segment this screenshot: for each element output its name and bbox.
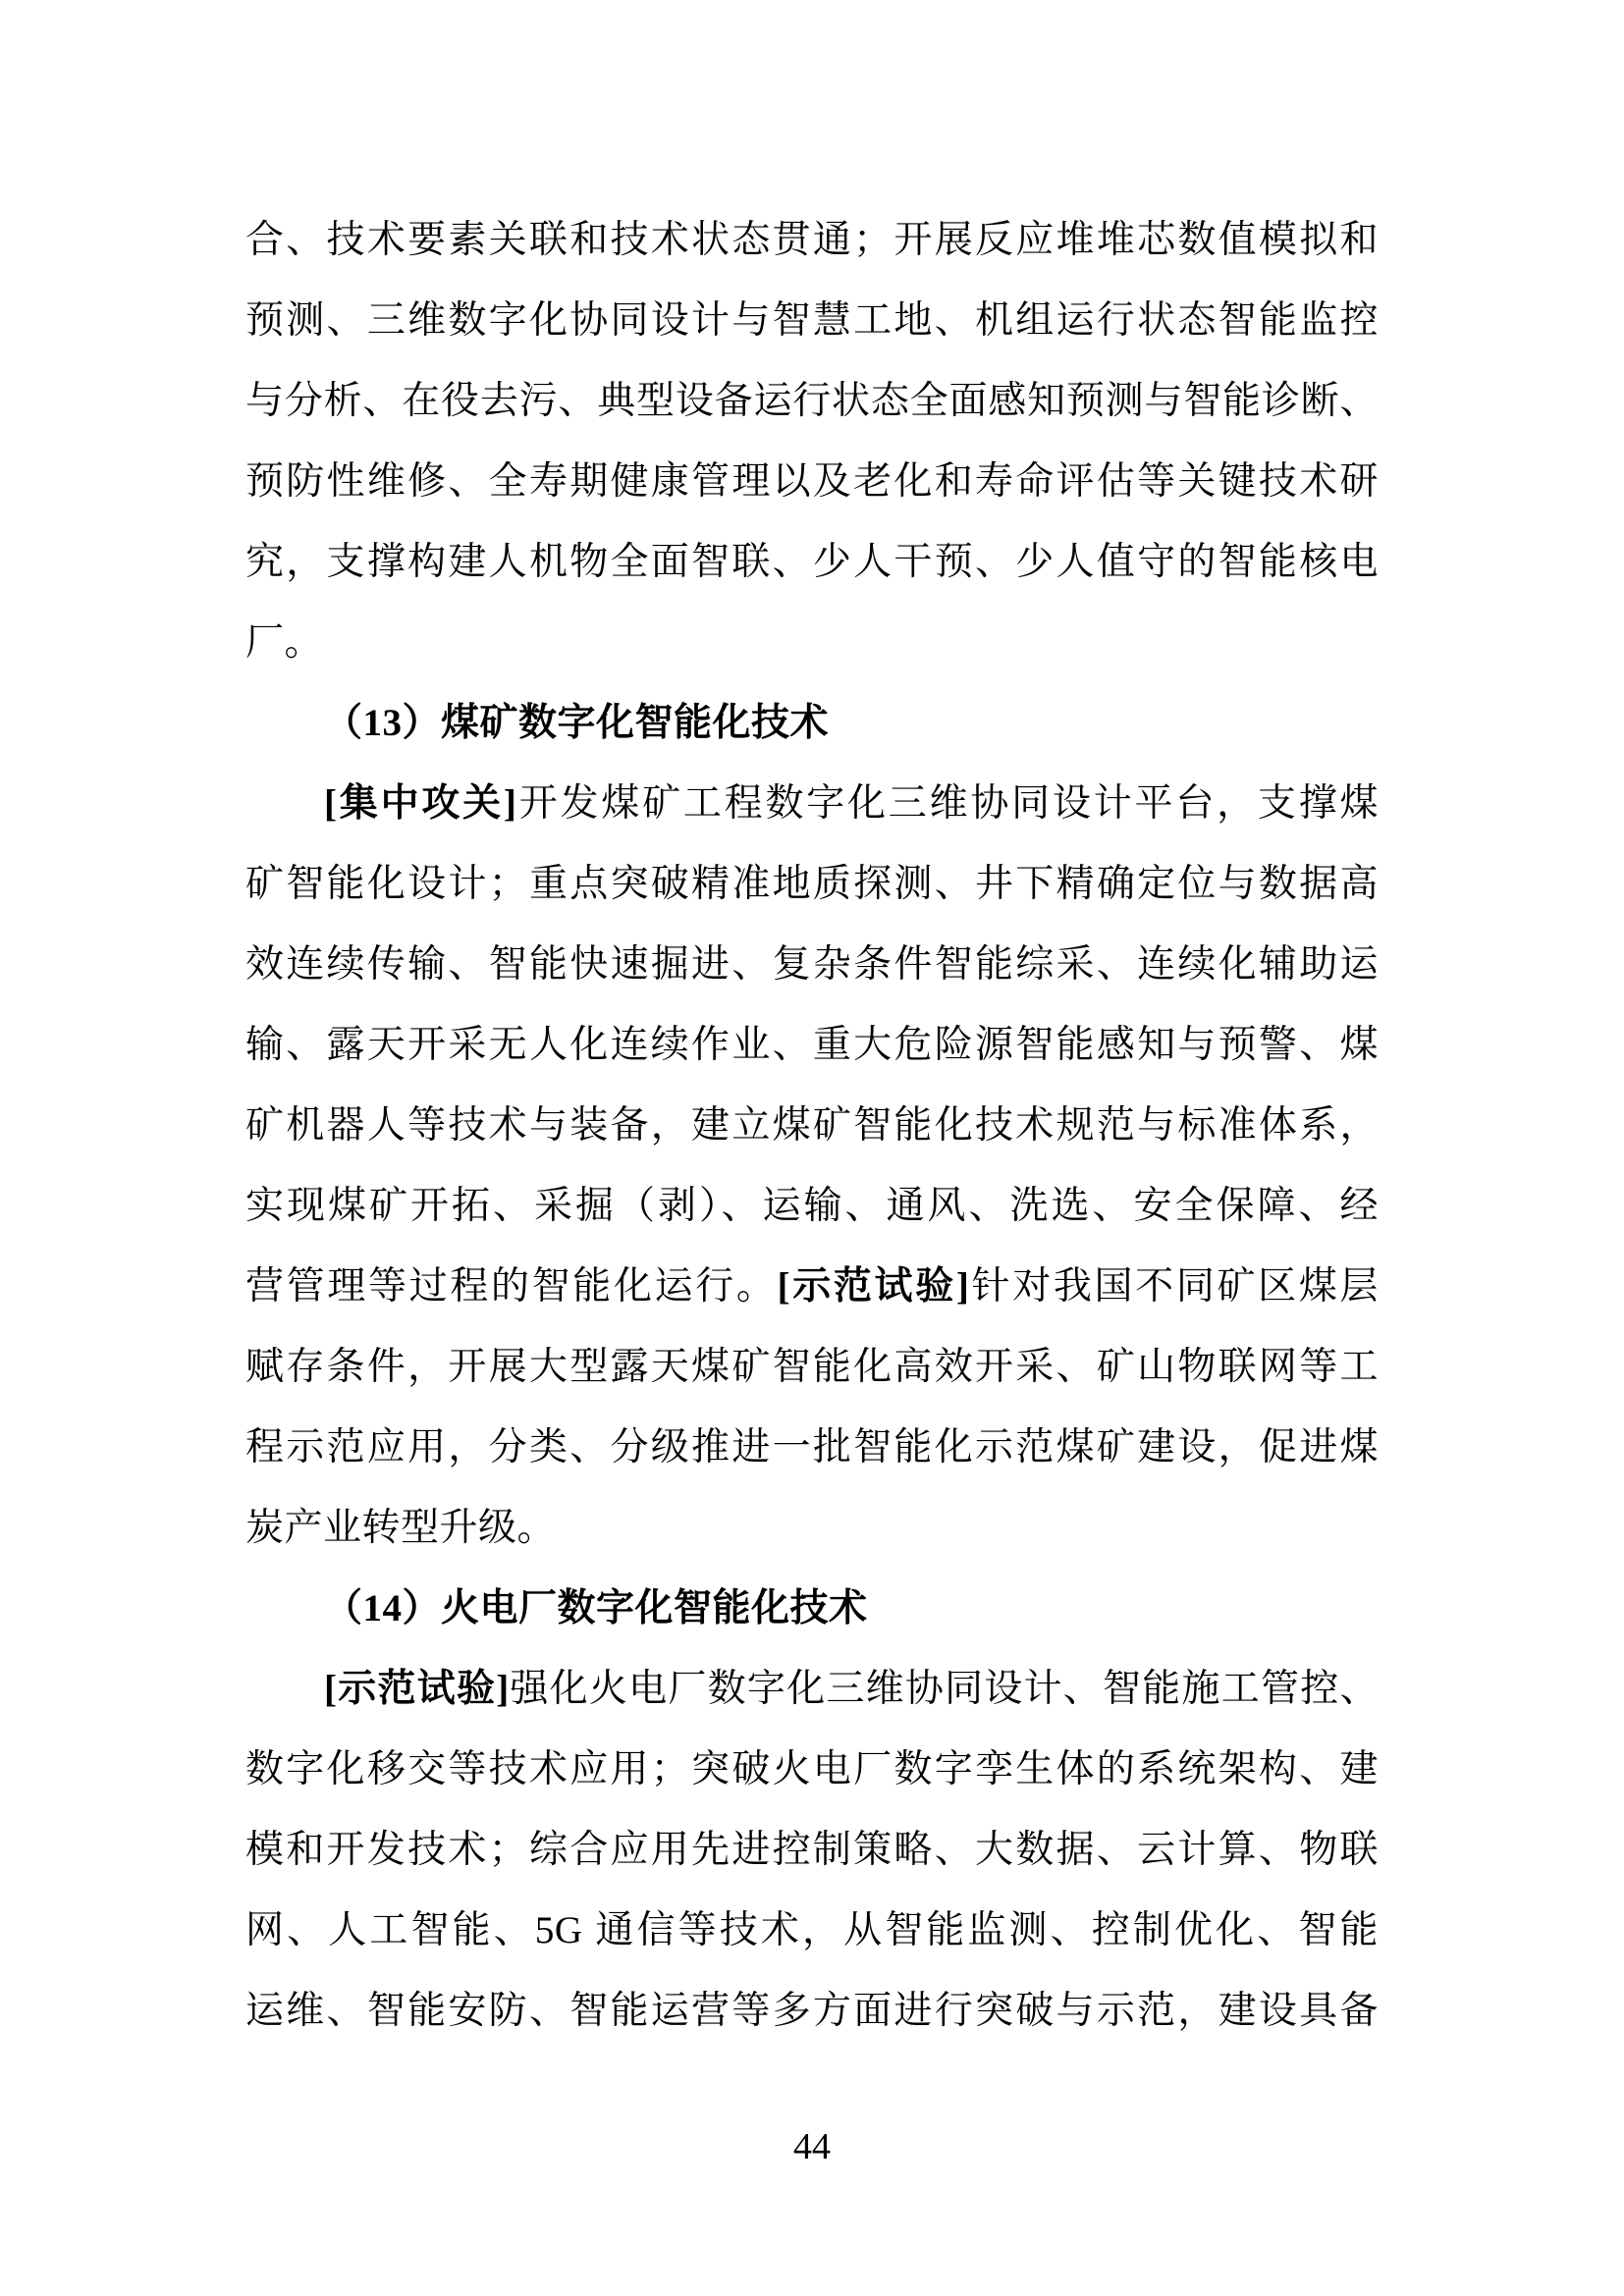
text-segment: 厂。 [245,621,324,664]
text-line [245,1891,1379,1971]
text-segment: 炭产业转型升级。 [245,1507,557,1549]
text-line [245,764,1379,844]
text-line [245,1005,1379,1086]
text-line [245,1649,1379,1730]
text-segment: 模和开发技术；综合应用先进控制策略、大数据、云计算、物联 [245,1829,1379,1871]
bold-text-segment: （13）煤矿数字化智能化技术 [324,702,830,744]
text-segment: 针对我国不同矿区煤层 [969,1265,1379,1308]
section-heading [245,1569,1379,1649]
text-line [245,281,1379,361]
text-segment: 预防性维修、全寿期健康管理以及老化和寿命评估等关键技术研 [245,460,1379,503]
bold-text-segment: （14）火电厂数字化智能化技术 [324,1587,868,1629]
text-segment: 程示范应用，分类、分级推进一批智能化示范煤矿建设，促进煤 [245,1426,1379,1468]
text-line [245,1730,1379,1810]
text-segment: 合、技术要素关联和技术状态贯通；开展反应堆堆芯数值模拟和 [245,219,1379,261]
text-line [245,1247,1379,1327]
text-segment: 强化火电厂数字化三维协同设计、智能施工管控、 [509,1668,1379,1710]
text-segment: 数字化移交等技术应用；突破火电厂数字孪生体的系统架构、建 [245,1748,1379,1790]
text-segment: 效连续传输、智能快速掘进、复杂条件智能综采、连续化辅助运 [245,943,1379,986]
text-line [245,1166,1379,1247]
text-line [245,1971,1379,2052]
page-number: 44 [793,2126,831,2167]
text-line [245,200,1379,281]
document-body [245,200,1379,2052]
text-segment: 营管理等过程的智能化运行。 [245,1265,778,1308]
text-line [245,1810,1379,1891]
text-segment: 矿机器人等技术与装备，建立煤矿智能化技术规范与标准体系， [245,1104,1379,1147]
text-segment: 输、露天开采无人化连续作业、重大危险源智能感知与预警、煤 [245,1024,1379,1066]
text-line [245,1086,1379,1166]
text-line [245,603,1379,683]
bold-text-segment: [示范试验] [777,1265,970,1308]
text-segment: 运维、智能安防、智能运营等多方面进行突破与示范，建设具备 [245,1990,1379,2032]
text-line [245,1327,1379,1408]
bold-text-segment: [集中攻关] [324,782,517,825]
text-line [245,844,1379,925]
text-segment: 实现煤矿开拓、采掘（剥）、运输、通风、洗选、安全保障、经 [245,1185,1379,1227]
text-line [245,925,1379,1005]
text-segment: 与分析、在役去污、典型设备运行状态全面感知预测与智能诊断、 [245,380,1379,422]
text-line [245,361,1379,442]
text-line [245,1408,1379,1488]
text-segment: 赋存条件，开展大型露天煤矿智能化高效开采、矿山物联网等工 [245,1346,1379,1388]
text-segment: 矿智能化设计；重点突破精准地质探测、井下精确定位与数据高 [245,863,1379,905]
bold-text-segment: [示范试验] [324,1668,510,1710]
text-segment: 开发煤矿工程数字化三维协同设计平台，支撑煤 [516,782,1379,825]
text-line [245,442,1379,522]
text-line [245,522,1379,603]
text-segment: 网、人工智能、5G 通信等技术，从智能监测、控制优化、智能 [245,1909,1379,1951]
text-line [245,1488,1379,1569]
text-segment: 究，支撑构建人机物全面智联、少人干预、少人值守的智能核电 [245,541,1379,583]
text-segment: 预测、三维数字化协同设计与智慧工地、机组运行状态智能监控 [245,299,1379,342]
section-heading [245,683,1379,764]
